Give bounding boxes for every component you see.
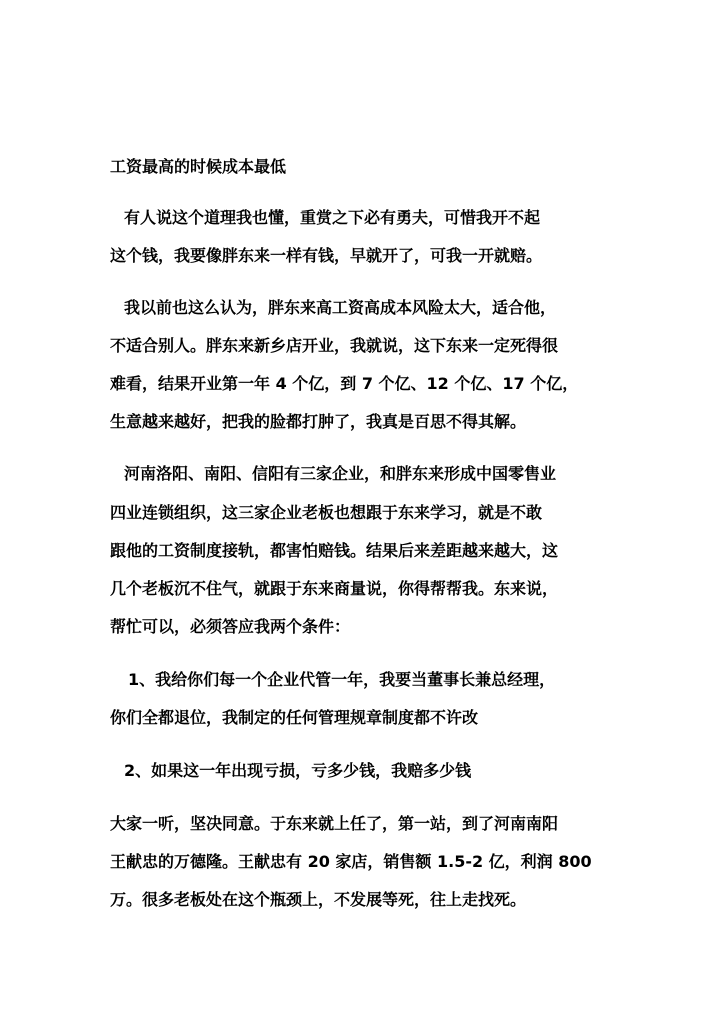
document-title: 工资最高的时候成本最低 bbox=[110, 157, 287, 176]
paragraph-6-line-2: 王献忠的万德隆。王献忠有 20 家店，销售额 1.5-2 亿，利润 800 bbox=[110, 852, 592, 871]
paragraph-5-line-1: 2、如果这一年出现亏损，亏多少钱，我赔多少钱 bbox=[124, 761, 472, 780]
paragraph-3-line-3: 跟他的工资制度接轨，都害怕赔钱。结果后来差距越来越大，这 bbox=[110, 541, 559, 560]
paragraph-4-line-2: 你们全都退位，我制定的任何管理规章制度都不许改 bbox=[110, 708, 479, 727]
paragraph-3-line-4: 几个老板沉不住气，就跟于东来商量说，你得帮帮我。东来说， bbox=[110, 579, 559, 598]
paragraph-2-line-1: 我以前也这么认为，胖东来高工资高成本风险太大，适合他， bbox=[124, 298, 557, 317]
paragraph-3-line-1: 河南洛阳、南阳、信阳有三家企业，和胖东来形成中国零售业 bbox=[124, 464, 557, 483]
paragraph-1-line-2: 这个钱，我要像胖东来一样有钱，早就开了，可我一开就赔。 bbox=[110, 246, 543, 265]
paragraph-2-line-2: 不适合别人。胖东来新乡店开业，我就说，这下东来一定死得很 bbox=[110, 336, 559, 355]
paragraph-3-line-2: 四业连锁组织，这三家企业老板也想跟于东来学习，就是不敢 bbox=[110, 503, 543, 522]
paragraph-4-line-1: 1、我给你们每一个企业代管一年，我要当董事长兼总经理， bbox=[128, 670, 556, 689]
paragraph-2-line-3: 难看，结果开业第一年 4 个亿，到 7 个亿、12 个亿、17 个亿， bbox=[110, 374, 579, 393]
paragraph-2-line-4: 生意越来越好，把我的脸都打肿了，我真是百思不得其解。 bbox=[110, 412, 527, 431]
paragraph-6-line-3: 万。很多老板处在这个瓶颈上，不发展等死，往上走找死。 bbox=[110, 890, 527, 909]
paragraph-6-line-1: 大家一听，坚决同意。于东来就上任了，第一站，到了河南南阳 bbox=[110, 814, 559, 833]
paragraph-1-line-1: 有人说这个道理我也懂，重赏之下必有勇夫，可惜我开不起 bbox=[124, 208, 541, 227]
paragraph-3-line-5: 帮忙可以，必须答应我两个条件： bbox=[110, 617, 351, 636]
